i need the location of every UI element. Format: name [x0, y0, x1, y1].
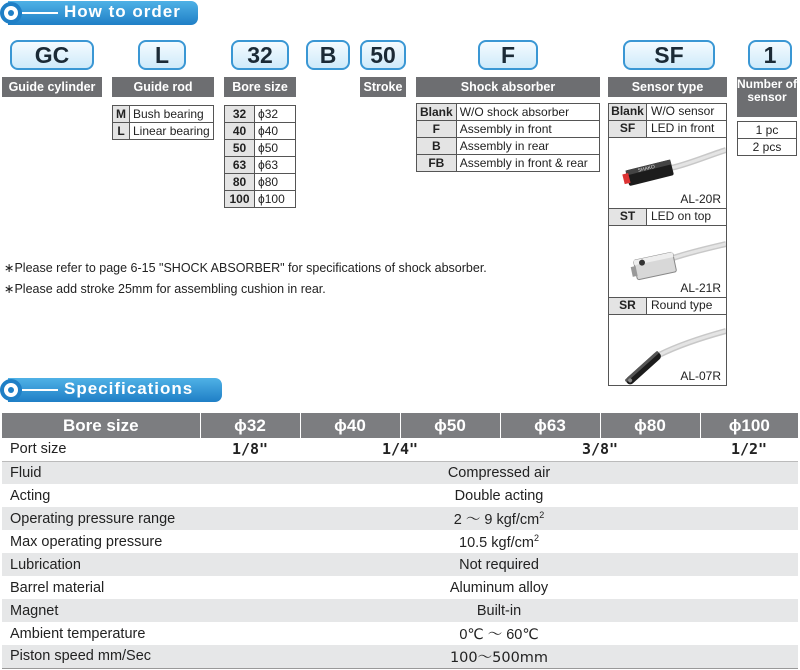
spec-value-cell	[200, 530, 798, 553]
spec-label: Operating pressure range	[2, 507, 200, 530]
code-count: 1	[748, 40, 792, 70]
sensor-type-options	[608, 103, 727, 386]
spec-value: 1/2"	[700, 438, 798, 461]
table-row	[113, 106, 214, 123]
option-desc: ϕ32	[255, 106, 296, 123]
option-desc: Bush bearing	[130, 106, 214, 123]
bullet-circle-icon	[0, 2, 22, 24]
spec-value-cell	[200, 507, 798, 530]
label-bore-size: Bore size	[224, 77, 296, 97]
option-desc: ϕ40	[255, 123, 296, 140]
spec-value: 0℃ ～ 60℃	[459, 627, 539, 643]
header-bore: ϕ80	[600, 413, 700, 438]
option-code: 50	[225, 140, 255, 157]
label-shock-absorber: Shock absorber	[416, 77, 600, 97]
table-row	[2, 622, 798, 645]
section-title: Specifications	[64, 379, 194, 398]
table-row	[2, 461, 798, 484]
table-row	[417, 104, 600, 121]
label-guide-rod: Guide rod	[112, 77, 214, 97]
option-code: 63	[225, 157, 255, 174]
table-row	[738, 139, 797, 156]
table-row	[2, 576, 798, 599]
table-row	[225, 140, 296, 157]
spec-superscript: 2	[533, 532, 539, 543]
bore-size-options	[224, 105, 296, 208]
code-separator: B	[306, 40, 350, 70]
section-title: How to order	[64, 2, 181, 21]
list-item	[608, 208, 727, 225]
option-desc: LED on top	[651, 209, 712, 223]
sensor-model: AL-20R	[680, 192, 721, 206]
number-of-sensor-options	[737, 121, 797, 156]
option-code: B	[417, 138, 457, 155]
option-code: 40	[225, 123, 255, 140]
spec-value: Double acting	[454, 487, 544, 504]
spec-label: Acting	[10, 487, 51, 504]
spec-label: Fluid	[2, 461, 200, 484]
table-row	[738, 122, 797, 139]
spec-value: Built-in	[200, 599, 798, 622]
table-row	[417, 138, 600, 155]
option-desc: LED in front	[651, 121, 715, 135]
option-desc: 1 pc	[738, 122, 797, 139]
table-row	[417, 155, 600, 172]
table-row	[2, 507, 798, 530]
table-row	[2, 599, 798, 622]
sensor-image-al21r	[608, 225, 727, 297]
sensor-image-al20r	[608, 137, 727, 208]
spec-label: Piston speed mm/Sec	[2, 645, 200, 668]
spec-value: 100～500mm	[200, 645, 798, 668]
table-row	[225, 106, 296, 123]
spec-value: Not required	[200, 553, 798, 576]
specifications-banner	[0, 378, 225, 402]
table-row	[2, 530, 798, 553]
spec-value: 3/8"	[500, 438, 700, 461]
spec-label: Barrel material	[10, 579, 105, 596]
table-row	[225, 123, 296, 140]
header-bore: ϕ50	[400, 413, 500, 438]
table-row	[225, 191, 296, 208]
code-bore: 32	[231, 40, 289, 70]
option-code: Blank	[609, 104, 647, 120]
option-code: F	[417, 121, 457, 138]
option-code: SR	[609, 298, 647, 314]
header-bore: ϕ100	[700, 413, 798, 438]
sensor-image-al07r	[608, 314, 727, 386]
spec-label: Lubrication	[2, 553, 200, 576]
option-desc: Round type	[651, 298, 713, 312]
option-code: 32	[225, 106, 255, 123]
option-code: 80	[225, 174, 255, 191]
option-desc: Assembly in front & rear	[456, 155, 599, 172]
option-desc: W/O shock absorber	[456, 104, 599, 121]
list-item	[608, 120, 727, 137]
note-stroke: ∗Please add stroke 25mm for assembling cushion in rear.	[4, 282, 326, 296]
table-row	[417, 121, 600, 138]
bullet-circle-icon	[0, 379, 22, 401]
list-item	[608, 297, 727, 314]
option-desc: ϕ80	[255, 174, 296, 191]
option-code: Blank	[417, 104, 457, 121]
label-stroke: Stroke	[360, 77, 406, 97]
label-number-of-sensor-text: Number of sensor	[737, 77, 797, 104]
label-sensor-type: Sensor type	[608, 77, 727, 97]
option-desc: Assembly in rear	[456, 138, 599, 155]
option-desc: 2 pcs	[738, 139, 797, 156]
label-guide-cylinder: Guide cylinder	[2, 77, 102, 97]
option-code: SF	[609, 121, 647, 137]
sensor-model: AL-21R	[680, 281, 721, 295]
specifications-table	[2, 413, 798, 669]
table-row	[2, 553, 798, 576]
option-code: 100	[225, 191, 255, 208]
table-row	[113, 123, 214, 140]
spec-superscript: 2	[539, 510, 545, 521]
spec-label: Ambient temperature	[10, 625, 146, 642]
spec-value: 1/4"	[300, 438, 500, 461]
spec-value: 10.5 kgf/cm	[459, 534, 534, 551]
list-item	[608, 103, 727, 120]
option-code: FB	[417, 155, 457, 172]
option-desc: ϕ63	[255, 157, 296, 174]
header-bore-size: Bore size	[2, 413, 200, 438]
option-desc: ϕ100	[255, 191, 296, 208]
option-code: ST	[609, 209, 647, 225]
header-bore: ϕ63	[500, 413, 600, 438]
spec-label: Port size	[2, 438, 200, 461]
table-header-row	[2, 413, 798, 438]
how-to-order-banner	[0, 1, 200, 25]
option-desc: ϕ50	[255, 140, 296, 157]
header-bore: ϕ40	[300, 413, 400, 438]
sensor-brand: SHAKO	[637, 163, 656, 174]
option-code: L	[113, 123, 130, 140]
option-desc: Assembly in front	[456, 121, 599, 138]
shock-absorber-options	[416, 103, 600, 172]
header-bore: ϕ32	[200, 413, 300, 438]
spec-value: 2 ～ 9 kgf/cm	[453, 512, 540, 528]
spec-value: Compressed air	[200, 461, 798, 484]
table-row	[2, 484, 798, 507]
spec-label: Max operating pressure	[10, 533, 163, 550]
spec-value: Aluminum alloy	[449, 579, 549, 596]
option-desc: W/O sensor	[651, 104, 715, 118]
code-sensor: SF	[623, 40, 715, 70]
table-row	[225, 157, 296, 174]
spec-value: 1/8"	[200, 438, 300, 461]
sensor-model: AL-07R	[680, 369, 721, 383]
table-row	[225, 174, 296, 191]
guide-rod-options	[112, 105, 214, 140]
table-row	[2, 438, 798, 461]
code-stroke: 50	[360, 40, 406, 70]
option-code: M	[113, 106, 130, 123]
code-rod: L	[138, 40, 186, 70]
option-desc: Linear bearing	[130, 123, 214, 140]
note-shock-absorber: ∗Please refer to page 6-15 "SHOCK ABSORBER" for specifications of shock absorber.	[4, 261, 487, 275]
table-row	[2, 645, 798, 668]
code-model: GC	[10, 40, 94, 70]
label-number-of-sensor	[737, 77, 797, 117]
spec-label: Magnet	[2, 599, 200, 622]
code-shock: F	[478, 40, 538, 70]
